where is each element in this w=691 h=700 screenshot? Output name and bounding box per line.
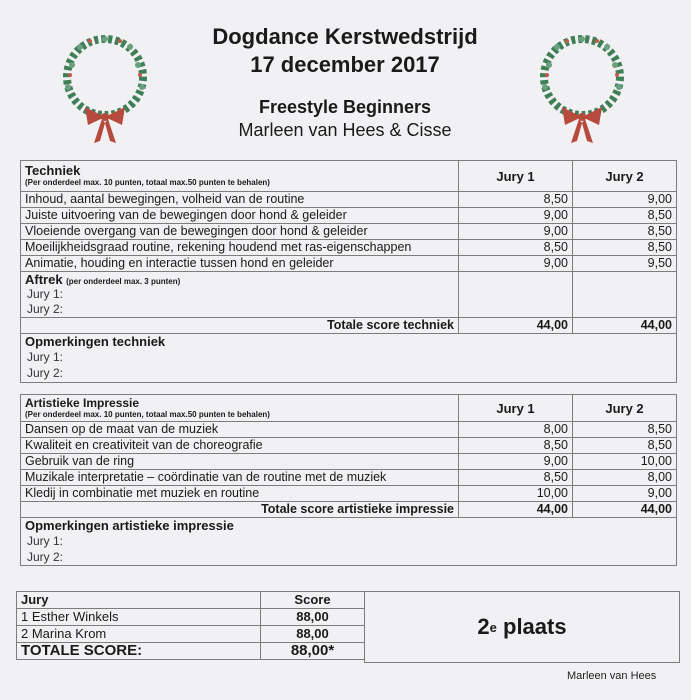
remarks-title: Opmerkingen techniek: [25, 334, 166, 349]
summary-table: [16, 591, 365, 660]
remarks-jury1-row: [21, 534, 677, 549]
jury1-score: 9,00: [459, 208, 573, 224]
empty-cell: [573, 302, 677, 318]
table-row: [21, 256, 677, 272]
table-row: [21, 422, 677, 438]
remarks-jury1-label: Jury 1:: [21, 350, 677, 365]
jury-name: 1 Esther Winkels: [17, 609, 261, 626]
jury2-score: 8,50: [573, 224, 677, 240]
total-jury1: 44,00: [459, 502, 573, 518]
summary-header-row: [17, 592, 365, 609]
score-header: Score: [261, 592, 365, 609]
remarks-jury1-label: Jury 1:: [21, 534, 677, 549]
table-row: [21, 224, 677, 240]
jury2-score: 8,50: [573, 208, 677, 224]
aftrek-row: [21, 272, 677, 288]
jury2-score: 10,00: [573, 454, 677, 470]
table-row: [21, 438, 677, 454]
jury2-score: 8,50: [573, 422, 677, 438]
techniek-table: [20, 160, 677, 383]
artistiek-table: [20, 394, 677, 566]
table-row: [21, 486, 677, 502]
jury1-header: Jury 1: [459, 395, 573, 422]
jury2-score: 9,00: [573, 486, 677, 502]
empty-cell: [459, 287, 573, 302]
place-suffix: e: [489, 619, 497, 635]
criterion-label: Vloeiende overgang van de bewegingen door hond & geleider: [21, 224, 459, 240]
jury1-score: 9,00: [459, 224, 573, 240]
jury2-header: Jury 2: [573, 161, 677, 192]
criterion-label: Muzikale interpretatie – coördinatie van de routine met de muziek: [21, 470, 459, 486]
remarks-jury2-label: Jury 2:: [21, 365, 677, 383]
aftrek-jury2-label: Jury 2:: [21, 302, 459, 318]
jury-score: 88,00: [261, 609, 365, 626]
table-row: [21, 240, 677, 256]
jury-name: 2 Marina Krom: [17, 626, 261, 643]
christmas-wreath-icon: [527, 25, 637, 145]
criterion-label: Gebruik van de ring: [21, 454, 459, 470]
jury1-header: Jury 1: [459, 161, 573, 192]
section-note: (Per onderdeel max. 10 punten, totaal max.50 punten te behalen): [25, 409, 270, 419]
section-note: (Per onderdeel max. 10 punten, totaal max.50 punten te behalen): [25, 178, 270, 187]
aftrek-note: (per onderdeel max. 3 punten): [66, 276, 181, 286]
total-row: [21, 502, 677, 518]
table-row: [21, 192, 677, 208]
criterion-label: Moeilijkheidsgraad routine, rekening houdend met ras-eigenschappen: [21, 240, 459, 256]
placement-box: [364, 591, 680, 663]
criterion-label: Juiste uitvoering van de bewegingen door hond & geleider: [21, 208, 459, 224]
summary-total-row: [17, 643, 365, 660]
remarks-jury1-row: [21, 350, 677, 365]
jury2-header: Jury 2: [573, 395, 677, 422]
criterion-label: Animatie, houding en interactie tussen hond en geleider: [21, 256, 459, 272]
criterion-label: Dansen op de maat van de muziek: [21, 422, 459, 438]
aftrek-jury1-row: [21, 287, 677, 302]
jury2-score: 8,50: [573, 438, 677, 454]
jury2-score: 9,50: [573, 256, 677, 272]
jury2-score: 8,50: [573, 240, 677, 256]
total-jury1: 44,00: [459, 318, 573, 334]
jury-score: 88,00: [261, 626, 365, 643]
jury1-score: 8,50: [459, 470, 573, 486]
total-label: Totale score artistieke impressie: [21, 502, 459, 518]
jury1-score: 8,50: [459, 240, 573, 256]
aftrek-jury1-cell: [459, 272, 573, 288]
aftrek-title: Aftrek: [25, 271, 63, 287]
remarks-row: [21, 518, 677, 535]
table-row: [21, 208, 677, 224]
section-title: Techniek: [25, 163, 81, 178]
participant: Marleen van Hees & Cisse: [238, 120, 452, 140]
remarks-title: Opmerkingen artistieke impressie: [25, 518, 234, 533]
total-jury2: 44,00: [573, 318, 677, 334]
remarks-jury2-row: [21, 365, 677, 383]
total-jury2: 44,00: [573, 502, 677, 518]
jury1-score: 8,50: [459, 192, 573, 208]
empty-cell: [459, 302, 573, 318]
jury-header: Jury: [17, 592, 261, 609]
section-title: Artistieke Impressie: [25, 395, 140, 410]
place-word: plaats: [503, 614, 567, 639]
event-date: 17 december 2017: [250, 52, 440, 77]
table-row: [21, 454, 677, 470]
remarks-jury2-label: Jury 2:: [21, 549, 677, 566]
jury1-score: 9,00: [459, 256, 573, 272]
total-label: Totale score techniek: [21, 318, 459, 334]
jury1-score: 8,50: [459, 438, 573, 454]
christmas-wreath-icon: [50, 25, 160, 145]
category: Freestyle Beginners: [258, 97, 432, 117]
jury2-score: 8,00: [573, 470, 677, 486]
page-title: Dogdance Kerstwedstrijd: [212, 24, 478, 49]
remarks-jury2-row: [21, 549, 677, 566]
table-row: [21, 470, 677, 486]
table-row: [17, 626, 365, 643]
aftrek-jury2-cell: [573, 272, 677, 288]
jury2-score: 9,00: [573, 192, 677, 208]
criterion-label: Kledij in combinatie met muziek en routine: [21, 486, 459, 502]
jury1-score: 8,00: [459, 422, 573, 438]
table-row: [17, 609, 365, 626]
total-score-value: 88,00*: [261, 643, 365, 660]
total-row: [21, 318, 677, 334]
photo-credit: Marleen van Hees: [567, 670, 657, 682]
criterion-label: Inhoud, aantal bewegingen, volheid van de routine: [21, 192, 459, 208]
remarks-row: [21, 334, 677, 351]
techniek-header-row: [21, 161, 677, 192]
jury1-score: 10,00: [459, 486, 573, 502]
aftrek-jury2-row: [21, 302, 677, 318]
artistiek-header-row: [21, 395, 677, 422]
criterion-label: Kwaliteit en creativiteit van de choreografie: [21, 438, 459, 454]
total-score-label: TOTALE SCORE:: [17, 643, 261, 660]
empty-cell: [573, 287, 677, 302]
aftrek-jury1-label: Jury 1:: [21, 287, 459, 302]
jury1-score: 9,00: [459, 454, 573, 470]
place-number: 2: [477, 614, 490, 639]
header: [0, 0, 691, 150]
